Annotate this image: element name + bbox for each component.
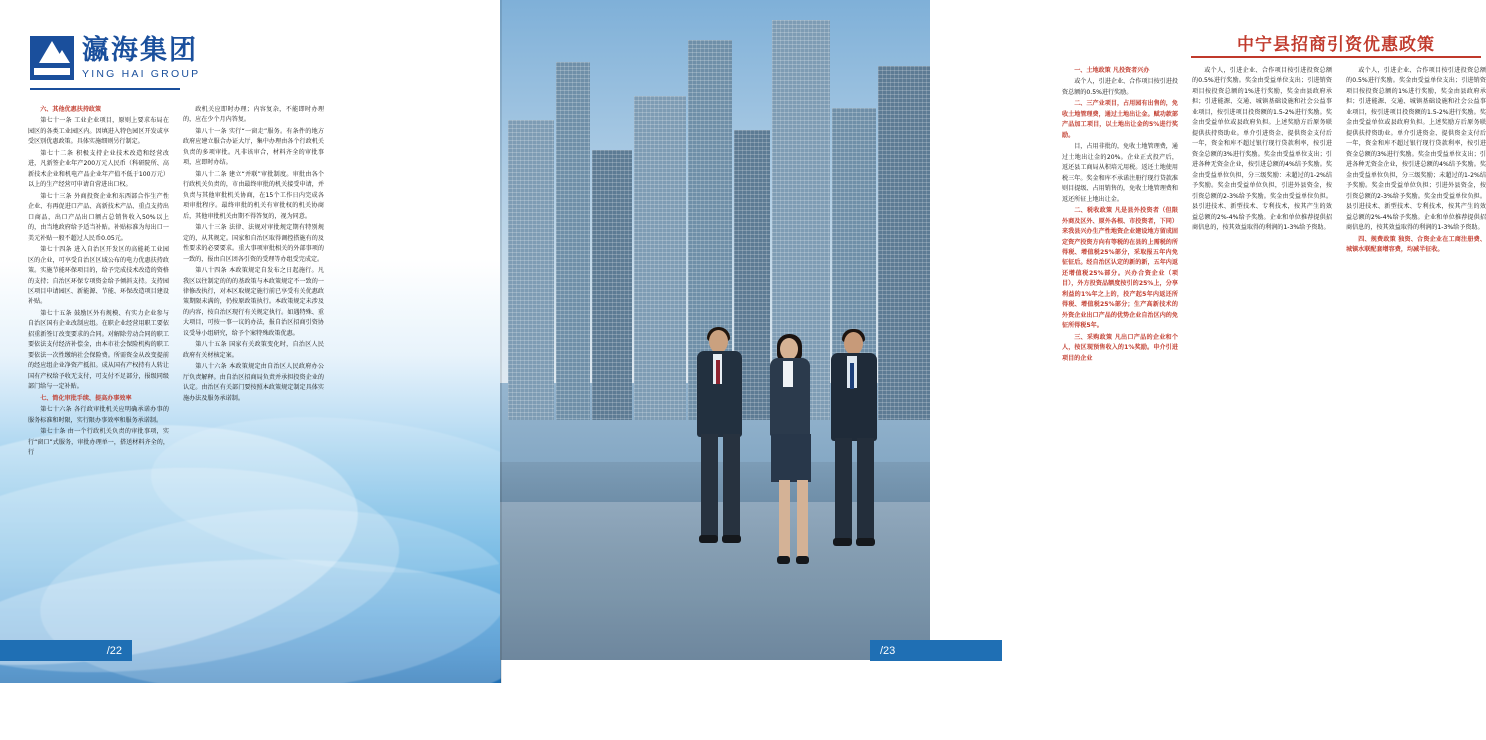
- section-heading: 六、其他优惠扶持政策: [40, 106, 102, 113]
- right-column-1: [1062, 66, 1178, 626]
- paragraph: 第七十二条 积极支持企业技术改造和经营改进，凡新签企业年产200万元人民币（科研院所、高新技术企业和机电产品企业年产值不低于100万元）以上的生产经营可申请自营进出口权。: [28, 149, 169, 189]
- left-column-2: [183, 105, 324, 625]
- brand-name-cn: 瀛海集团: [82, 34, 198, 66]
- paragraph: 第八十四条 本政策规定自发布之日起施行。凡我区以往制定的的的基政策与本政策规定不一致的一律修改执行，对本区取规定施行前已享受有关优惠政策期限未满的，仍按原政策执行。本政策规定未涉及的内容，按自治区现行有关规定执行。如遇特殊、重大项目，可按一事一议的办法，报自治区招商引资协议受导小组研究，给予个案特殊政策优惠。: [183, 267, 324, 337]
- paragraph: 目，占用非批的，免收土地管理费，通过土地出让金的20%。企业正式投产后，返还县工商局从积培元用税。返还土地使用税三年。奖金和库不承诺注册行现行贷款准则目提级、占用销售的，免收土地管理费和返还所征上地出让金。: [1062, 143, 1178, 203]
- mountain-logo-icon: [30, 36, 74, 80]
- paragraph: 第八十六条 本政策规定由自治区人民政府办公厅负责解释。由自治区招商局负责并承担投资企业的认定。由治区有关部门要按照本政策规定制定具体实施办法及服务承诺制。: [183, 363, 324, 402]
- person-left: [685, 330, 759, 630]
- title-rule: [1191, 56, 1481, 58]
- paragraph: 政机关应即时办理；内容复杂，不能即时办理的，应在少个月内答复。: [183, 106, 324, 124]
- left-page: [0, 0, 501, 683]
- paragraph: 或个人，引进企业、合作项目按引进投资总额的0.5%进行奖励。: [1062, 78, 1178, 96]
- paragraph: 第七十三条 外商投资企业和东西部合作生产性企业、有再促进口产品、高新技术产品、重点支持出口商品，出口产品出口额占总销售收入50%以上的，由当地政府给予适当补贴。补贴标准为每出口一美元补贴一般不超过人民币0.05元。: [28, 192, 169, 242]
- brand-logo: [30, 36, 200, 80]
- page-number-right: /23: [870, 640, 1002, 661]
- paragraph: 第八十三条 法律、法规对审批规定期有特别规定的，从其规定。国家和自治区取得调控搭施有的及性要求的必要要求。重大事项审批相关的外部事项的一致的，报由自区团各引资的受理等办组受完成定。: [183, 224, 324, 263]
- paragraph: 或个人，引进企业、合作项目按引进投资总额的0.5%进行奖励。奖金由受益单位支出；引进销资项目按投资总额的1%进行奖励，奖金由县政府承担；引进能源、交通、城镇基础设施和社会公益事业项目，按引进项目投资额的1.5-2%进行奖励。奖金由受益单位或县政府负担。上述奖励方后原务联提供扶持资助业。单介引进资金、提供资金支付后一年，资金和库不超过银行现行贷款利率，按引进资金总额的3%进行奖励。奖金由受益单位支出；引进各种无资金企业，按引进总额的4%结予奖励。奖金由受益单位负担，分三级奖励：未超过的1-2%结予奖励。奖金由受益单位负担，引进外县资金，按引资总额的2-3%给予奖励。奖金由受益单位负担。县引进技术、新型技术、专利技术，按其产生的效益总额的2%-4%给予奖励。企业和单位推荐提供招商信息的，按其效益取得的利润的1-3%给予资助。: [1192, 67, 1332, 232]
- brand-rule: [30, 88, 180, 90]
- page-number-left: /22: [0, 640, 132, 661]
- right-page: [501, 0, 1486, 683]
- section-heading: 三、采购政策 凡出口产品的企业和个人，按区现预售收入的1%奖励。申介引进项目的企业: [1062, 333, 1178, 362]
- section-heading: 一、土地政策 凡投资者兴办: [1074, 67, 1150, 74]
- section-heading: 七、简化审批手续、提高办事效率: [40, 394, 132, 402]
- business-people-walking-photo: [500, 0, 930, 660]
- left-text-columns: [28, 105, 480, 625]
- section-heading: 四、规费政策 独资、合资企业在工商注册费、城镇水联配套增容费，均减半征收。: [1346, 235, 1486, 253]
- paragraph: 第八十五条 国家有关政策变化时，自治区人民政府有关材核定案。: [183, 341, 324, 359]
- person-right: [818, 332, 896, 632]
- paragraph: 第七十条 由一个行政机关负责的审批事项，实行“窗口”式服务，审批办理单一，搭送材料齐全的，行: [28, 428, 169, 456]
- paragraph: 第八十一条 实行“一窗走”服务。有条件的地方政府应建立服合办证大厅，集中办理由各个行政机关负责的多项审批。凡非该审合，材料齐全的审批事项，应即时办结。: [183, 127, 324, 167]
- paragraph: 第七十六条 各行政审批机关应明确承诺办事的服务标准和时限，实行限办事效率和服务承诺制。: [28, 406, 169, 424]
- spine-divider: [500, 0, 502, 683]
- paragraph: 第八十二条 建立“并联”审批制度。审批由各个行政机关负责的，市由最终审批的机关接受申请，并负责与其他审批机关协商，在15个工作日内完成各项审批程序。最终审批的机关有审批权的机关协商后，其他审批机关由期不得答复的，视为同意。: [183, 170, 324, 220]
- paragraph: 第七十四条 进入自治区开发区的高能耗工业园区的企业，可享受自治区区域公布的电力优惠扶持政策。实施节能环保项目的，给予完成技术改造的资格的支持；自治区环保专项资金给予倾斜支持。支持园区项目申请园区、新能源、节能、环保改造项目建设补贴。: [28, 246, 169, 306]
- left-column-1: [28, 105, 169, 625]
- paragraph: 第七十五条 鼓励区外有规模、有实力企业参与自治区国有企业改制应组。在职企业经营用职工要依招重新签订改变要求的合同。对解除劳动合同的职工要依法支付经济补偿金，由本市社会保险机构的职工要依法一次性缴纳社会保险费。所需资金从改变提前的经应组企业净资产抵扣。成从国有产权持有人转让国有产权给予收无支付，可支付不足部分，报级同级部门给与一定补贴。: [28, 309, 169, 391]
- right-column-3: [1346, 66, 1486, 626]
- paragraph: 第七十一条 工业企业项目，原则上要求布局在园区的各类工业园区内。因填进入特色园区开发或享受区别优惠政策。具体实施细则另行制定。: [28, 117, 169, 146]
- right-column-2: [1192, 66, 1332, 626]
- section-heading: 二、税收政策 凡是县外投资者（但限外商及区外、原外各根、市投资者，下同）来我县兴办生产性地资企业建设地方留成固定资产投资方向有等税的在县的上需税的所得税、增值税25%部分，采取报五年内免征征后。经自治区认定的新的新，五年内返还增值税25%部分。兴办合资企业（项目），外方投资品额度按引的25%上，分享利益的1%年之上的，投产起5年内返还所得税、增值税25%部分；生产高新技术的外资企业出口产品的优势企业自治区内的免征所得税5年。: [1062, 207, 1178, 330]
- brand-name-en: YING HAI GROUP: [82, 67, 201, 80]
- page-title: 中宁县招商引资优惠政策: [1237, 35, 1435, 55]
- paragraph: 或个人，引进企业、合作项目按引进投资总额的0.5%进行奖励。奖金由受益单位支出；引进销资项目按投资总额的1%进行奖励，奖金由县政府承担；引进能源、交通、城镇基础设施和社会公益事业项目，按引进项目投资额的1.5-2%进行奖励。奖金由受益单位或县政府负担。上述奖励方后原务联提供扶持资助业。单介引进资金、提供资金支付后一年，资金和库不超过银行现行贷款利率，按引进资金总额的3%进行奖励。奖金由受益单位支出；引进各种无资金企业，按引进总额的4%结予奖励。奖金由受益单位负担，分三级奖励；未超过的1-2%结予奖励。奖金由受益单位负担；引进外县资金，按引资总额的2-3%给予奖励。奖金由受益单位负担。县引进技术、新型技术、专利技术，按其产生的效益总额的2%-4%给予奖励。企业和单位推荐提供招商信息的，按其效益取得的利润的1-3%给予资助。: [1346, 67, 1486, 232]
- right-text-columns: [938, 66, 1486, 626]
- left-column-3: [338, 105, 479, 625]
- section-heading: 二、三产业项目，占用园有出售的，免收土地管理费，通过土地出让金。赋功款部产品加工项目，以土地出让金的5%进行奖励。: [1062, 100, 1178, 139]
